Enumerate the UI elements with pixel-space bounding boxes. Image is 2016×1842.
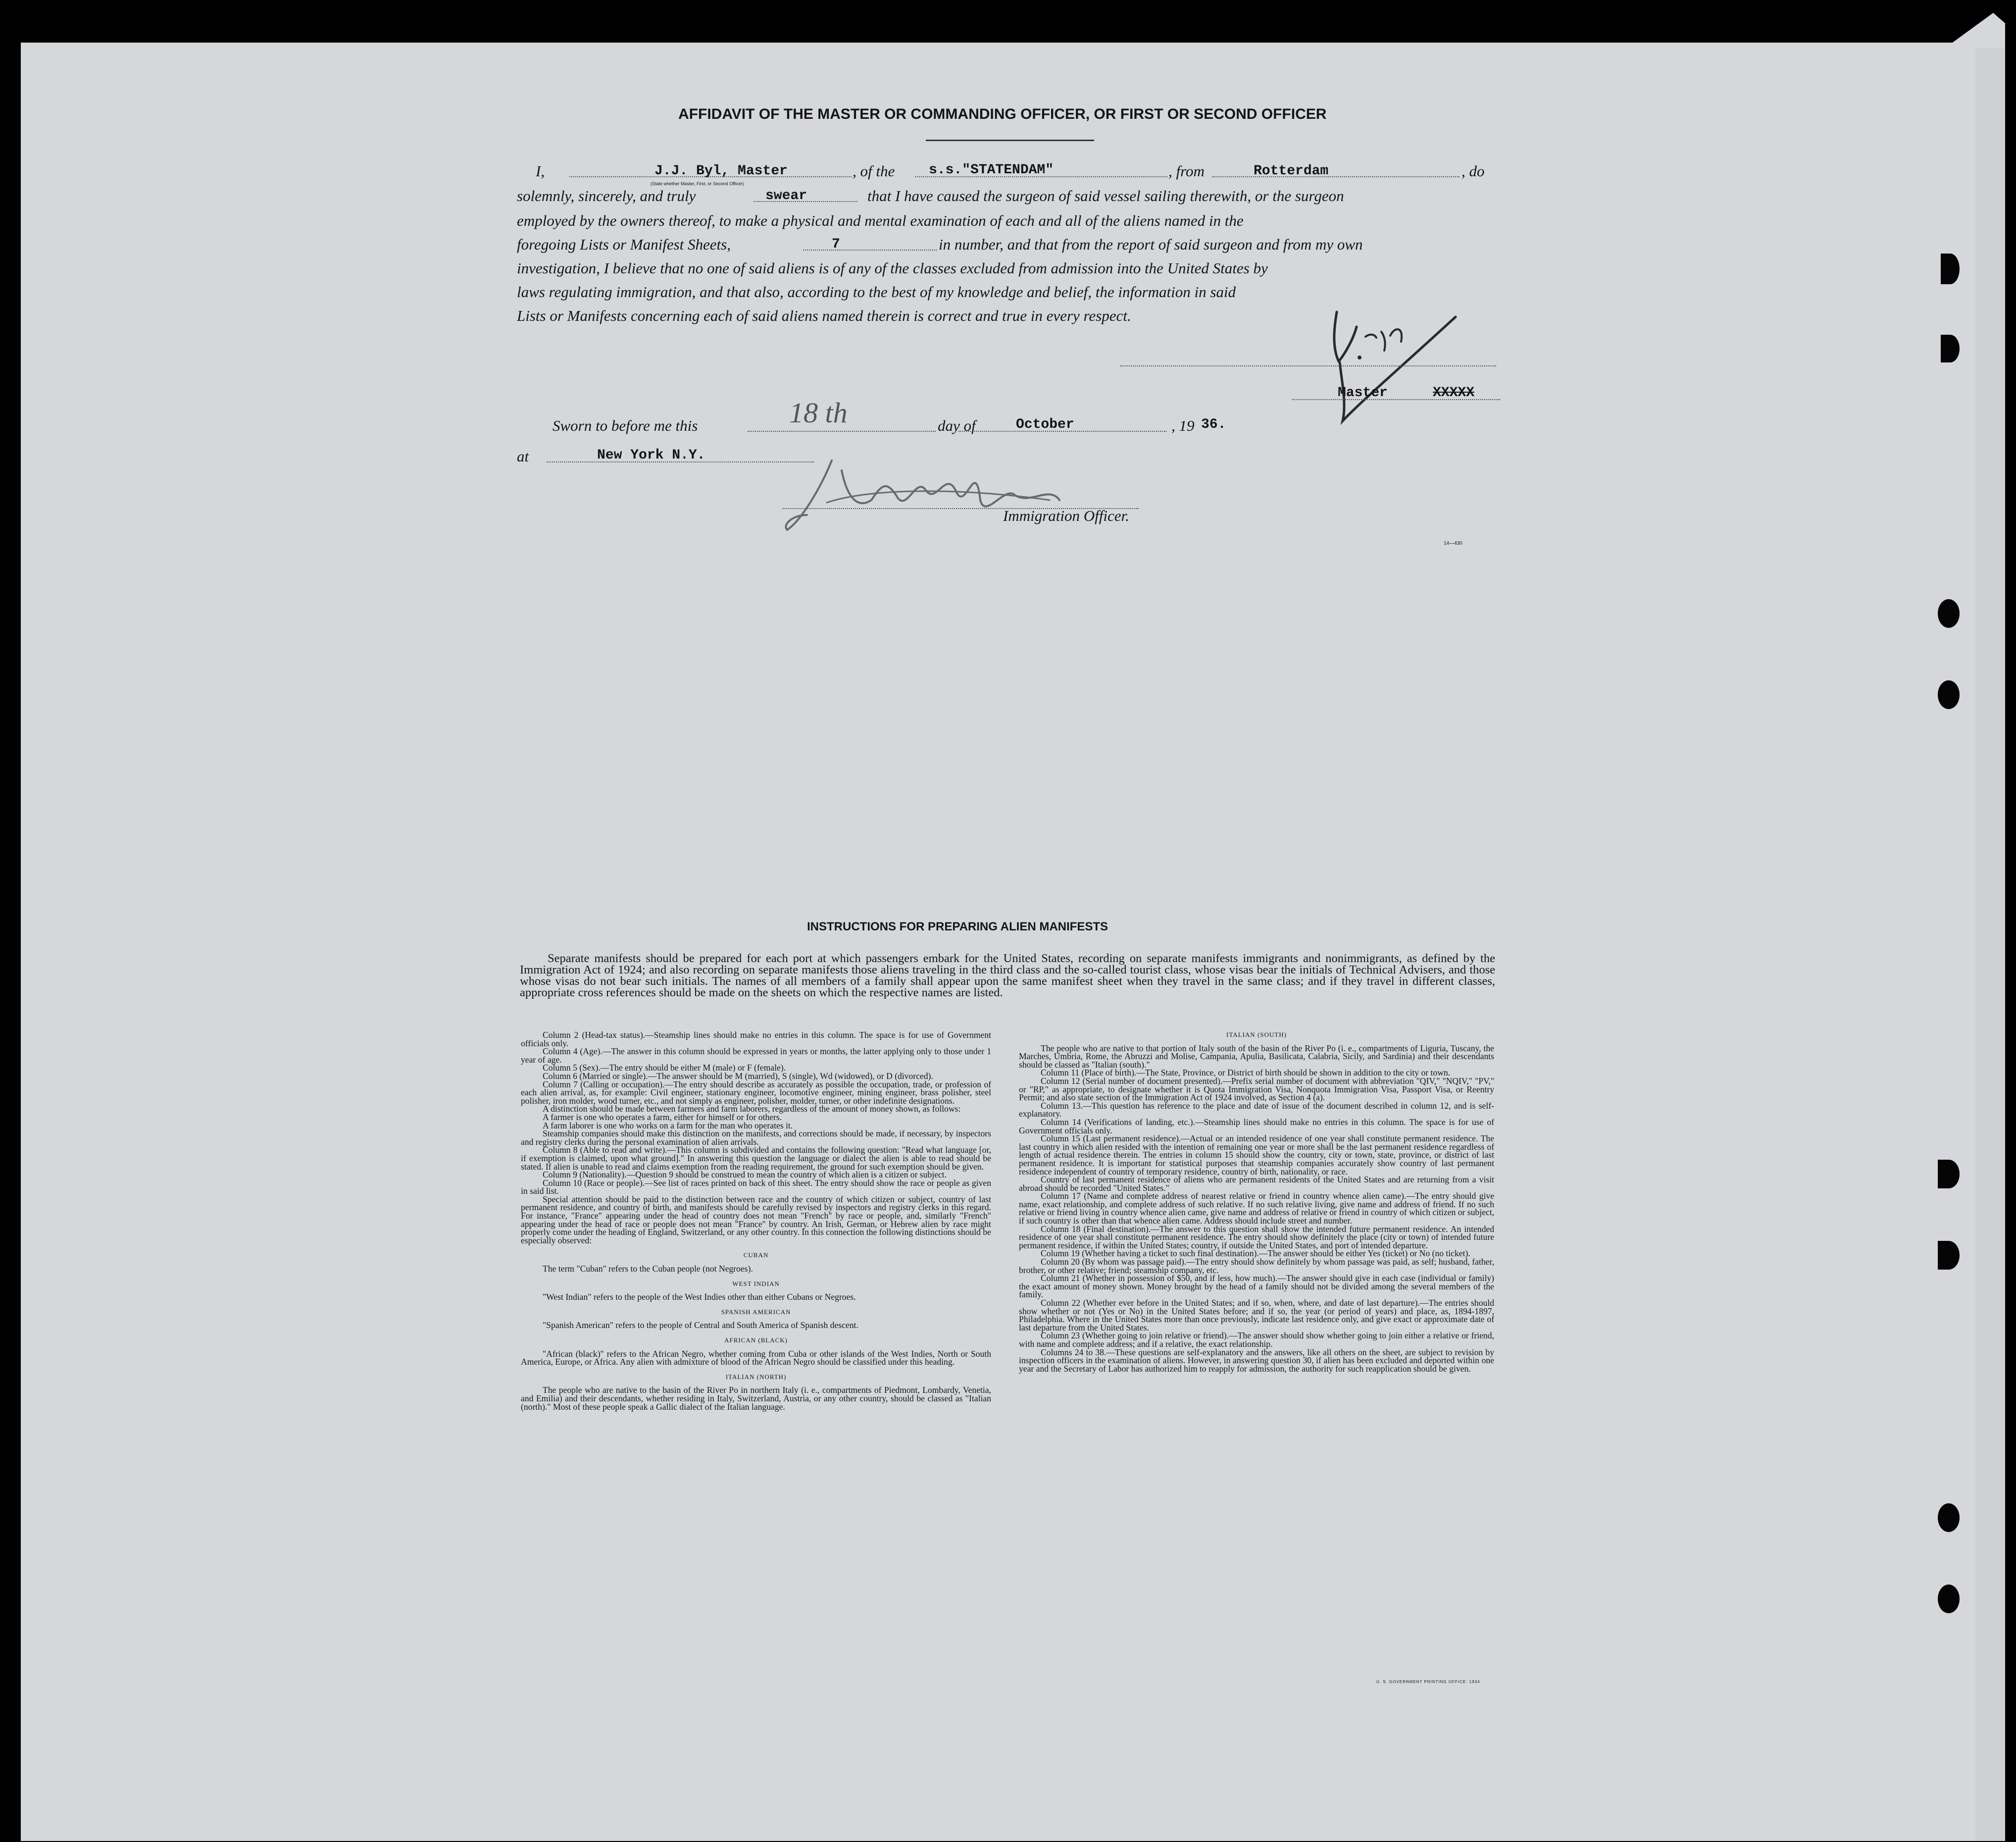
instruction-paragraph: Column 2 (Head-tax status).—Steamship lines should make no entries in this column. The space is for use of Government officials only. — [521, 1031, 991, 1048]
instruction-paragraph: The people who are native to the basin of the River Po in northern Italy (i. e., compartments of Piedmont, Lombardy, Venetia, and Emilia) and their descendants, whether residing in Italy, Switzerland, Austria, or any other country, should be classed as "Italian (north)." Most of these people speak a Gallic dialect of the Italian language. — [521, 1385, 991, 1412]
instruction-paragraph: Column 13.—This question has reference to the place and date of issue of the document described in column 12, and is self-explanatory. — [1019, 1100, 1494, 1119]
struck-out-title: XXXXX — [1433, 385, 1475, 401]
affidavit-title: AFFIDAVIT OF THE MASTER OR COMMANDING OFFICER, OR FIRST OR SECOND OFFICER — [678, 106, 1327, 122]
binder-hole — [1941, 335, 1960, 362]
month-value: October — [1016, 417, 1074, 432]
instruction-paragraph: A distinction should be made between farmers and farm laborers, regardless of the amount of money shown, as follows: — [543, 1104, 961, 1114]
affidavit-i: I, — [536, 162, 545, 180]
master-name: J.J. Byl, Master — [655, 163, 788, 179]
instruction-paragraph: Steamship companies should make this distinction on the manifests, and corrections should be made, if necessary, by inspectors and registry clerks during the personal examination of alien arrivals. — [521, 1128, 991, 1147]
binder-hole — [1938, 680, 1960, 709]
instruction-paragraph: Column 10 (Race or people).—See list of races printed on back of this sheet. The entry should show the race or people as given in said list. — [521, 1177, 991, 1196]
instruction-paragraph: "West Indian" refers to the people of the West Indies other than either Cubans or Negroes. — [543, 1292, 856, 1302]
day-value: 18 th — [789, 397, 848, 429]
officer-signature — [772, 441, 1069, 540]
day-of-text: day of — [938, 417, 976, 434]
instruction-paragraph: Column 5 (Sex).—The entry should be either M (male) or F (female). — [543, 1063, 786, 1073]
printer-imprint: U. S. GOVERNMENT PRINTING OFFICE: 1934 — [1376, 1680, 1480, 1684]
race-heading: SPANISH AMERICAN — [721, 1308, 791, 1316]
sworn-text: Sworn to before me this — [553, 417, 698, 434]
instruction-paragraph: "African (black)" refers to the African Negro, whether coming from Cuba or other islands of the West Indies, North or South America, Europe, or Africa. Any alien with admixture of blood of the African Negro should be classified under this heading. — [521, 1348, 991, 1367]
instruction-paragraph: Columns 24 to 38.—These questions are self-explanatory and the answers, like all others on the sheet, are subject to revision by inspection officers in the examination of aliens. However, in answering question 30, if alien has been excluded and deported within one year and the Secretary of Labor has authorized him to reapply for admission, the authority for such reapplication should be given. — [1019, 1347, 1494, 1374]
instruction-paragraph: Column 15 (Last permanent residence).—Actual or an intended residence of one year shall constitute permanent residence. The last country in which alien resided with the intention of remaining one year or more shall be the last permanent residence regardless of length of actual residence therein. The entries in column 15 should show the country, city or town, state, province, or district of last permanent residence. It is important for statistical purposes that steamship companies accurately show country of last permanent residence independent of country of temporary residence, country of birth, nationality, or race. — [1019, 1133, 1494, 1177]
instruction-paragraph: The term "Cuban" refers to the Cuban people (not Negroes). — [543, 1264, 753, 1274]
instructions-left-column — [521, 1031, 991, 1719]
oath-word: swear — [765, 188, 807, 204]
sheets-count: 7 — [832, 237, 840, 252]
binder-hole — [1938, 1503, 1960, 1532]
instruction-paragraph: Column 11 (Place of birth).—The State, Province, or District of birth should be shown in addition to the city or town. — [1041, 1068, 1451, 1078]
instructions-title: INSTRUCTIONS FOR PREPARING ALIEN MANIFESTS — [807, 920, 1109, 933]
binder-hole — [1938, 599, 1960, 628]
instruction-paragraph: Column 8 (Able to read and write).—This column is subdivided and contains the following question: "Read what language [or, if exemption is claimed, upon what ground]." In answering this question the language or dialect the alien is able to read should be stated. If alien is unable to read and claims exemption from the reading requirement, the ground for such exemption should be given. — [521, 1145, 991, 1172]
at-text: at — [517, 448, 529, 465]
day-line — [748, 431, 936, 432]
vessel-name: s.s."STATENDAM" — [929, 162, 1054, 178]
affidavit-line4b: in number, and that from the report of said surgeon and from my own — [939, 236, 1363, 253]
race-heading: ITALIAN (NORTH) — [725, 1373, 787, 1381]
affidavit-line5: investigation, I believe that no one of said aliens is of any of the classes excluded from admission into the United States by — [517, 259, 1268, 277]
affidavit-line7: Lists or Manifests concerning each of said aliens named therein is correct and true in every respect. — [517, 307, 1131, 324]
affidavit-line6: laws regulating immigration, and that also, according to the best of my knowledge and belief, the information in said — [517, 283, 1236, 301]
place-value: New York N.Y. — [597, 448, 706, 463]
binder-hole — [1938, 1160, 1960, 1188]
instruction-paragraph: Column 18 (Final destination).—The answer to this question shall show the intended future permanent residence. An intended residence of one year shall constitute permanent residence. The entry should show definitely the place (city or town) of intended future permanent residence, if within the United States; country, if outside the United States, and port of intended departure. — [1019, 1224, 1494, 1250]
race-heading: AFRICAN (BLACK) — [724, 1336, 788, 1344]
do-text: , do — [1462, 162, 1485, 180]
instruction-paragraph: Country of last permanent residence of aliens who are permanent residents of the United States and are returning from a visit abroad should be recorded "United States." — [1019, 1175, 1494, 1193]
instruction-paragraph: Column 9 (Nationality).—Question 9 should be construed to mean the country of which alien is a citizen or subject. — [543, 1170, 947, 1180]
instruction-paragraph: Special attention should be paid to the distinction between race and the country of which citizen or subject, country of last permanent residence, and country of birth, and manifests should be carefully revised by inspectors and registry clerks in this regard. For instance, "France" appearing under the head of country does not mean "French" by race or people, and, similarly "French" appearing under the head of race or people does not mean "France" by country. An Irish, German, or Hebrew alien by race might properly come under the heading of England, Switzerland, or any other country. In this connection the following distinctions should be especially observed: — [521, 1194, 991, 1245]
right-paragraphs — [1019, 1044, 1494, 1373]
instructions-right-column — [1019, 1031, 1494, 1689]
sheets-line — [803, 250, 937, 251]
affidavit-line4a: foregoing Lists or Manifest Sheets, — [517, 236, 731, 253]
instruction-paragraph: A farm laborer is one who works on a farm for the man who operates it. — [543, 1120, 793, 1130]
instruction-paragraph: The people who are native to that portion of Italy south of the basin of the River Po (i. e., compartments of Liguria, Tuscany, the Marches, Umbria, Rome, the Abruzzi and Molise, Campania, Apulia, Basilicata, Calabria, Sicily, and Sardinia) and their descendants should be classed as "Italian (south)." — [1019, 1043, 1494, 1070]
port-name: Rotterdam — [1254, 163, 1329, 179]
binder-hole — [1938, 1585, 1960, 1613]
instruction-paragraph: Column 20 (By whom was passage paid).—The entry should show definitely by whom passage was paid, as self; husband, father, brother, or other relative; friend; steamship company, etc. — [1019, 1257, 1494, 1275]
affidavit-line3: employed by the owners thereof, to make a physical and mental examination of each and all of the aliens named in the — [517, 212, 1244, 229]
instruction-paragraph: Column 14 (Verifications of landing, etc.).—Steamship lines should make no entries in this column. The space is for use of Government officials only. — [1019, 1117, 1494, 1135]
signature-line — [1120, 365, 1496, 366]
solemnly-text: solemnly, sincerely, and truly — [517, 187, 696, 205]
instruction-paragraph: Column 6 (Married or single).—The answer should be M (married), S (single), Wd (widowed), or D (divorced). — [543, 1071, 933, 1081]
race-heading: CUBAN — [743, 1251, 769, 1259]
master-signature — [1307, 297, 1470, 426]
binder-hole — [1938, 1241, 1960, 1270]
instruction-paragraph: Column 12 (Serial number of document presented).—Prefix serial number of document with abbreviation "QIV," "NQIV," "PV," or "RP," as appropriate, to designate whether it is Quota Immigration Visa, Nonquota Immigration Visa, Passport Visa, or Reentry Permit; and also state section of the Immigration Act of 1924 involved, as Section 4 (a). — [1019, 1075, 1494, 1103]
instructions-intro — [520, 953, 1495, 998]
affidavit-line2: that I have caused the surgeon of said vessel sailing therewith, or the surgeon — [867, 187, 1344, 205]
section-heading: ITALIAN (SOUTH) — [1226, 1031, 1287, 1038]
page-corner — [1946, 13, 2005, 48]
from-text: , from — [1168, 162, 1205, 180]
of-the-text: , of the — [853, 162, 895, 180]
page-edge — [1975, 45, 2005, 1841]
instruction-paragraph: Column 23 (Whether going to join relative or friend).—The answer should show whether going to join either a relative or friend, with name and complete address; and if a relative, the exact relationship. — [1019, 1330, 1494, 1349]
instruction-paragraph: "Spanish American" refers to the people of Central and South America of Spanish descent. — [543, 1320, 858, 1330]
instruction-paragraph: Column 4 (Age).—The answer in this column should be expressed in years or months, the latter applying only to those under 1 year of age. — [521, 1046, 991, 1065]
binder-hole — [1941, 254, 1960, 284]
signer-title: Master — [1338, 385, 1388, 401]
year-prefix: , 19 — [1171, 417, 1195, 434]
officer-title: Immigration Officer. — [1003, 507, 1129, 524]
port-line — [1212, 176, 1460, 177]
intro-text: Separate manifests should be prepared for each port at which passengers embark for the United States, recording on separate manifests immigrants and nonimmigrants, as defined by the Immigration Act of 1924; and also recording on separate manifests those aliens traveling in the third class and the so-called tourist class, whose visas bear the initials of Technical Advisers, and those whose visas do not bear such initials. The names of all members of a family shall appear upon the same manifest sheet when they travel in the same class; and if they travel in different classes, appropriate cross references should be made on the sheets on which the respective names are listed. — [520, 952, 1495, 999]
form-number: 14—430 — [1444, 541, 1462, 546]
year-value: 36. — [1201, 417, 1226, 432]
instruction-paragraph: Column 19 (Whether having a ticket to such final destination).—The answer should be either Yes (ticket) or No (no ticket). — [1041, 1248, 1470, 1259]
title-rule — [926, 140, 1094, 141]
instruction-paragraph: A farmer is one who operates a farm, either for himself or for others. — [543, 1112, 782, 1122]
instruction-paragraph: Column 21 (Whether in possession of $50, and if less, how much).—The answer should give in each case (individual or family) the exact amount of money shown. Money brought by the head of a family should not be divided among the several members of the family. — [1019, 1273, 1494, 1300]
race-heading: WEST INDIAN — [732, 1279, 780, 1287]
instruction-paragraph: Column 22 (Whether ever before in the United States; and if so, when, where, and date of last departure).—The entries should show whether or not (Yes or No) in the United States before; and if so, the year (or period of years) and place, as, 1894-1897, Philadelphia. Where in the United States more than once previously, indicate last residence only, and give exact or approximate date of last departure from the United States. — [1019, 1298, 1494, 1332]
instruction-paragraph: Column 7 (Calling or occupation).—The entry should describe as accurately as possible the occupation, trade, or profession of each alien arrival, as, for example: Civil engineer, stationary engineer, locomotive engineer, mining engineer, brass polisher, steel polisher, iron molder, wood turner, etc., and not simply as engineer, polisher, molder, turner, or other indefinite designations. — [521, 1079, 991, 1106]
instruction-paragraph: Column 17 (Name and complete address of nearest relative or friend in country whence alien came).—The entry should give name, exact relationship, and complete address of such relative. If no such relative living, give name and address of friend. If no such relative or friend living in country whence alien came, give name and address of relative or friend in country of which citizen or subject, if such country is other than that whence alien came. Address should include street and number. — [1019, 1191, 1494, 1226]
state-note: (State whether Master, First, or Second Officer) — [651, 181, 744, 186]
